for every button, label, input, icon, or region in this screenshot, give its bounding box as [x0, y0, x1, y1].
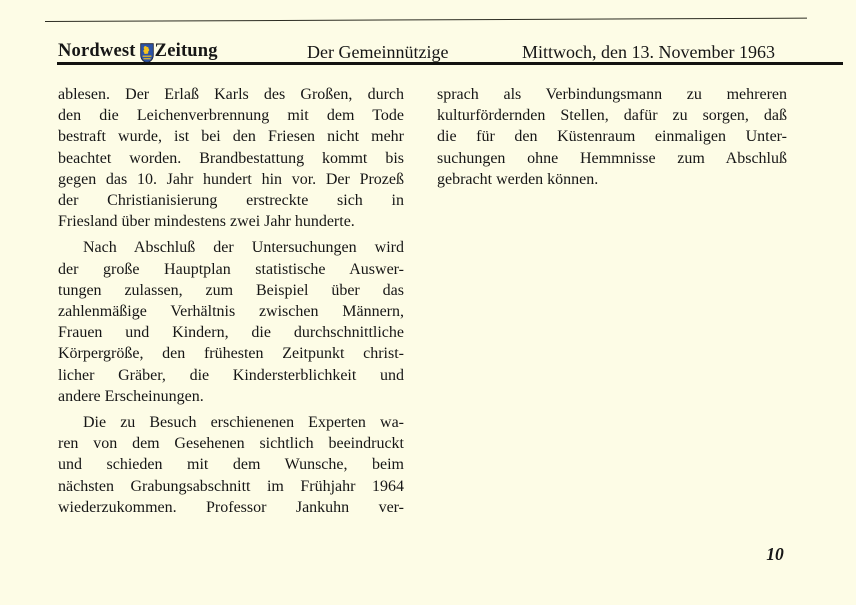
text-line: der Christianisierung erstreckte sich in: [58, 192, 404, 210]
text-line: die für den Küstenraum einmaligen Unter-: [437, 128, 787, 146]
text-line: gebracht werden können.: [437, 170, 599, 188]
text-line: beachtet worden. Brandbestattung kommt bis: [58, 149, 404, 167]
text-line: licher Gräber, die Kindersterblichkeit und: [58, 366, 404, 384]
header-bottom-rule: [57, 62, 843, 65]
text-line: zahlenmäßige Verhältnis zwischen Männern,: [58, 303, 404, 321]
text-line: wiederzukommen. Professor Jankuhn ver-: [58, 498, 404, 516]
newspaper-crest-icon: [140, 43, 154, 69]
text-line: Körpergröße, den frühesten Zeitpunkt christ-: [58, 345, 404, 363]
page-number: 10: [766, 544, 784, 564]
text-line: bestraft wurde, ist bei den Friesen nicht mehr: [58, 128, 404, 146]
paragraph: [437, 84, 787, 190]
text-line: suchungen ohne Hemmnisse zum Abschluß: [437, 149, 787, 167]
text-line: kulturfördernden Stellen, dafür zu sorgen, daß: [437, 107, 787, 125]
paragraph: [58, 237, 404, 407]
issue-date: Mittwoch, den 13. November 1963: [522, 42, 775, 62]
text-line: ren von dem Gesehenen sichtlich beeindruckt: [58, 435, 404, 453]
article-left-column: [58, 84, 404, 518]
text-line: Frauen und Kindern, die durchschnittliche: [58, 324, 404, 342]
text-line: andere Erscheinungen.: [58, 387, 204, 405]
paragraph: [58, 412, 404, 518]
text-line: den die Leichenverbrennung mit dem Tode: [58, 107, 404, 125]
header-top-rule: [45, 18, 807, 23]
newspaper-subtitle: Der Gemeinnützige: [307, 42, 449, 62]
text-line: der große Hauptplan statistische Auswer-: [58, 260, 404, 278]
text-line: und schieden mit dem Wunsche, beim: [58, 456, 404, 474]
text-line: gegen das 10. Jahr hundert hin vor. Der Prozeß: [58, 170, 404, 188]
text-line: Die zu Besuch erschienenen Experten wa-: [83, 414, 404, 432]
masthead-name-right: Zeitung: [154, 41, 218, 61]
paragraph: [58, 84, 404, 232]
text-line: Friesland über mindestens zwei Jahr hunderte.: [58, 213, 355, 231]
masthead-name-left: Nordwest: [58, 41, 136, 61]
text-line: Nach Abschluß der Untersuchungen wird: [83, 239, 404, 257]
text-line: ablesen. Der Erlaß Karls des Großen, durch: [58, 86, 404, 103]
article-right-column: [437, 84, 787, 190]
text-line: sprach als Verbindungsmann zu mehreren: [437, 86, 787, 103]
text-line: nächsten Grabungsabschnitt im Frühjahr 1964: [58, 477, 404, 495]
text-line: tungen zulassen, zum Beispiel über das: [58, 281, 404, 299]
